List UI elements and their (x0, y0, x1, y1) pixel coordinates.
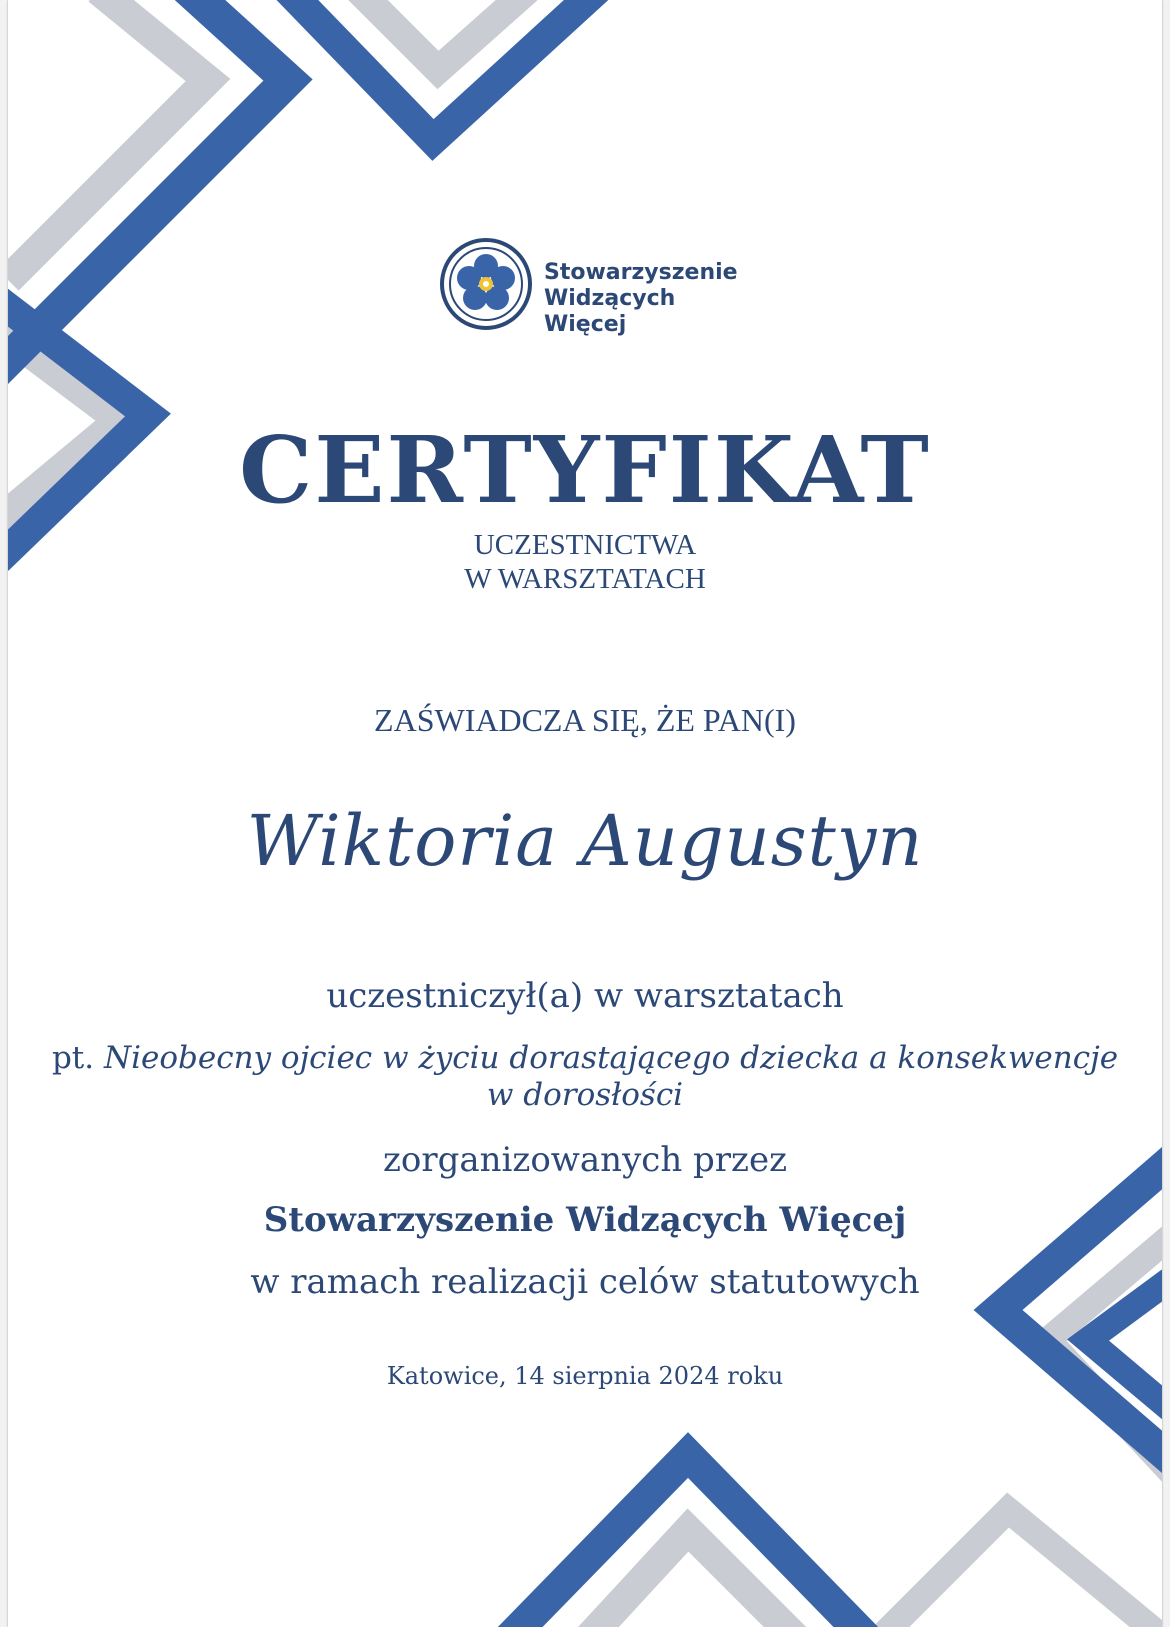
recipient-name: Wiktoria Augustyn (246, 800, 924, 882)
statutory-purpose-text: w ramach realizacji celów statutowych (250, 1262, 920, 1302)
certificate-subtitle (8, 528, 1162, 596)
workshop-title-line (48, 1040, 1122, 1114)
logo-line-1: Stowarzyszenie (544, 260, 738, 285)
workshop-title: Nieobecny ojciec w życiu dorastającego dziecka a konsekwencje w dorosłości (103, 1040, 1119, 1113)
organization-logo (438, 236, 738, 337)
certificate-title: CERTYFIKAT (239, 416, 931, 524)
logo-wordmark (544, 260, 738, 338)
forget-me-not-flower-icon (438, 236, 534, 332)
certificate-page (8, 0, 1162, 1627)
page-edge-right (1161, 0, 1170, 1627)
organization-name: Stowarzyszenie Widzących Więcej (263, 1200, 907, 1240)
subtitle-line-2: W WARSZTATACH (464, 563, 706, 595)
subtitle-line-1: UCZESTNICTWA (473, 529, 697, 561)
organized-by-text: zorganizowanych przez (382, 1140, 787, 1180)
date-and-place: Katowice, 14 sierpnia 2024 roku (386, 1362, 784, 1390)
attestation-text: ZAŚWIADCZA SIĘ, ŻE PAN(I) (374, 702, 796, 738)
participation-text: uczestniczył(a) w warsztatach (326, 976, 844, 1016)
logo-line-2: Widzących Więcej (544, 286, 676, 337)
deco-gray-chevron-6 (858, 1510, 1162, 1627)
workshop-prefix: pt. (51, 1040, 95, 1076)
